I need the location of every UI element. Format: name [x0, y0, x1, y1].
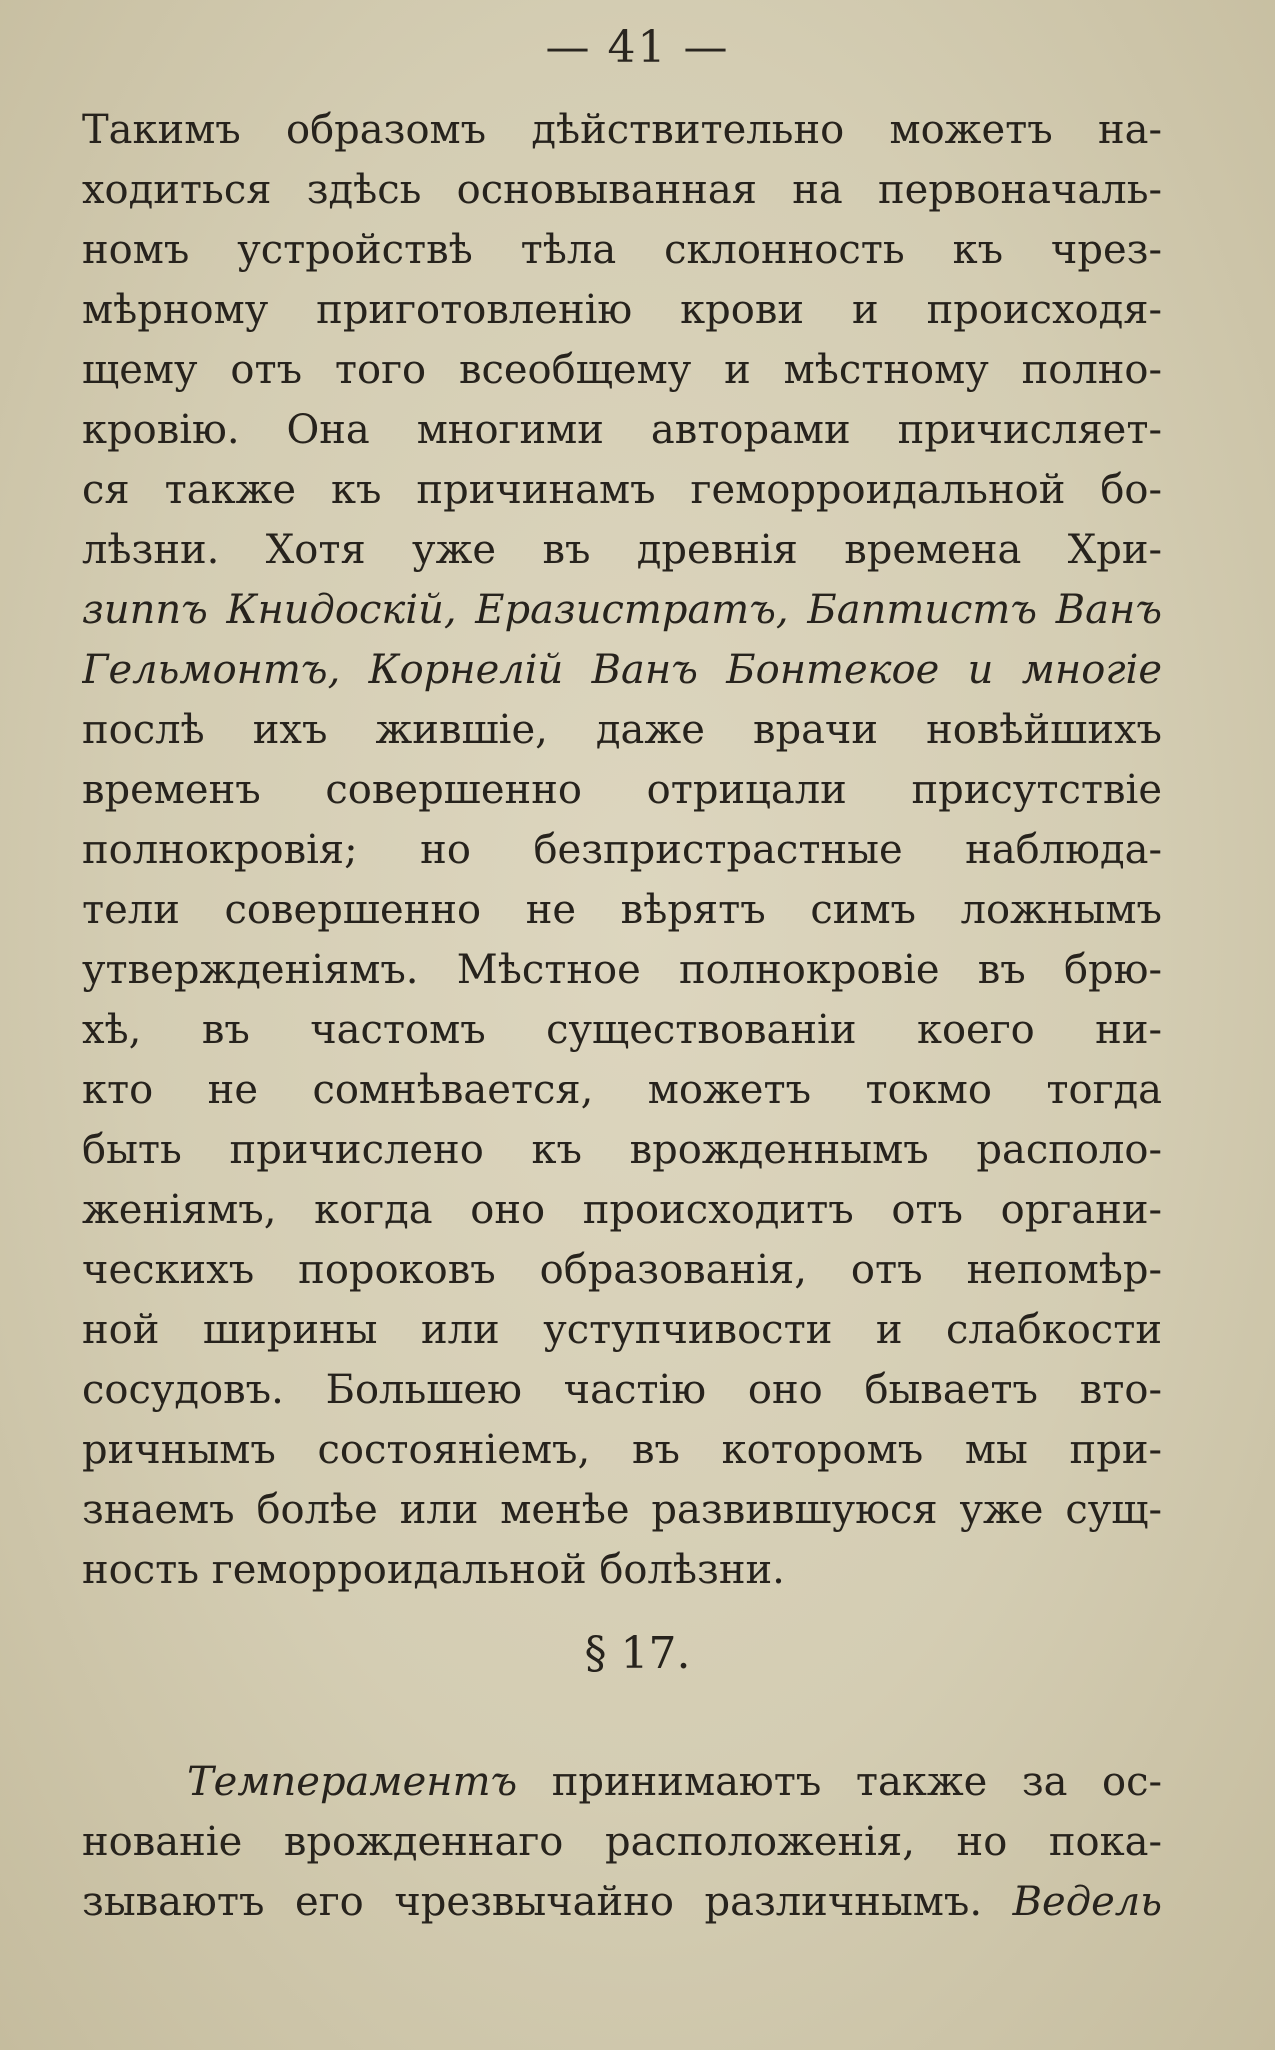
text-line: сосудовъ. Большею частію оно бываетъ вто- [82, 1367, 1162, 1413]
text-line: ричнымъ состояніемъ, въ которомъ мы при- [82, 1427, 1162, 1473]
text-line: тели совершенно не вѣрятъ симъ ложнымъ [82, 887, 1162, 933]
paragraph-main [82, 100, 1162, 1600]
text-line: утвержденіямъ. Мѣстное полнокровіе въ брю- [82, 947, 1162, 993]
text-line: Гельмонтъ, Корнелій Ванъ Бонтекое и многіе [82, 647, 1162, 693]
text-span: зываютъ его чрезвычайно различнымъ. [82, 1879, 1013, 1925]
text-line: хѣ, въ частомъ существованіи коего ни- [82, 1007, 1162, 1053]
text-line: ческихъ пороковъ образованія, отъ непомѣр- [82, 1247, 1162, 1293]
text-line: нованіе врожденнаго расположенія, но пока- [82, 1819, 1162, 1865]
text-line: ность геморроидальной болѣзни. [82, 1547, 785, 1593]
text-line: женіямъ, когда оно происходитъ отъ органи- [82, 1187, 1162, 1233]
text-line: быть причислено къ врожденнымъ располо- [82, 1127, 1162, 1173]
text-line: знаемъ болѣе или менѣе развившуюся уже сущ- [82, 1487, 1162, 1533]
text-line: ходиться здѣсь основыванная на первоначаль- [82, 167, 1162, 213]
text-line: послѣ ихъ жившіе, даже врачи новѣйшихъ [82, 707, 1162, 753]
text-line: мѣрному приготовленію крови и происходя- [82, 287, 1162, 333]
paragraph-temperament [82, 1752, 1162, 1932]
text-line: зиппъ Книдоскій, Еразистратъ, Баптистъ Ванъ [82, 587, 1162, 633]
text-line: щему отъ того всеобщему и мѣстному полно- [82, 347, 1162, 393]
text-line: ной ширины или уступчивости и слабкости [82, 1307, 1162, 1353]
text-line: кровію. Она многими авторами причисляет- [82, 407, 1162, 453]
text-line: Такимъ образомъ дѣйствительно можетъ на- [82, 107, 1162, 153]
text-line [82, 1872, 1162, 1932]
text-line: кто не сомнѣвается, можетъ токмо тогда [82, 1067, 1162, 1113]
text-span: принимаютъ также за ос- [517, 1759, 1162, 1805]
text-line: ся также къ причинамъ геморроидальной бо- [82, 467, 1162, 513]
italic-term: Ведель [1012, 1879, 1162, 1925]
text-line: временъ совершенно отрицали присутствіе [82, 767, 1162, 813]
text-line [82, 1752, 1162, 1812]
section-heading: § 17. [584, 1628, 691, 1679]
text-line: номъ устройствѣ тѣла склонность къ чрез- [82, 227, 1162, 273]
italic-term: Темпераментъ [187, 1759, 518, 1805]
page-number: — 41 — [545, 22, 730, 73]
text-line: лѣзни. Хотя уже въ древнія времена Хри- [82, 527, 1162, 573]
text-line: полнокровія; но безпристрастные наблюда- [82, 827, 1162, 873]
